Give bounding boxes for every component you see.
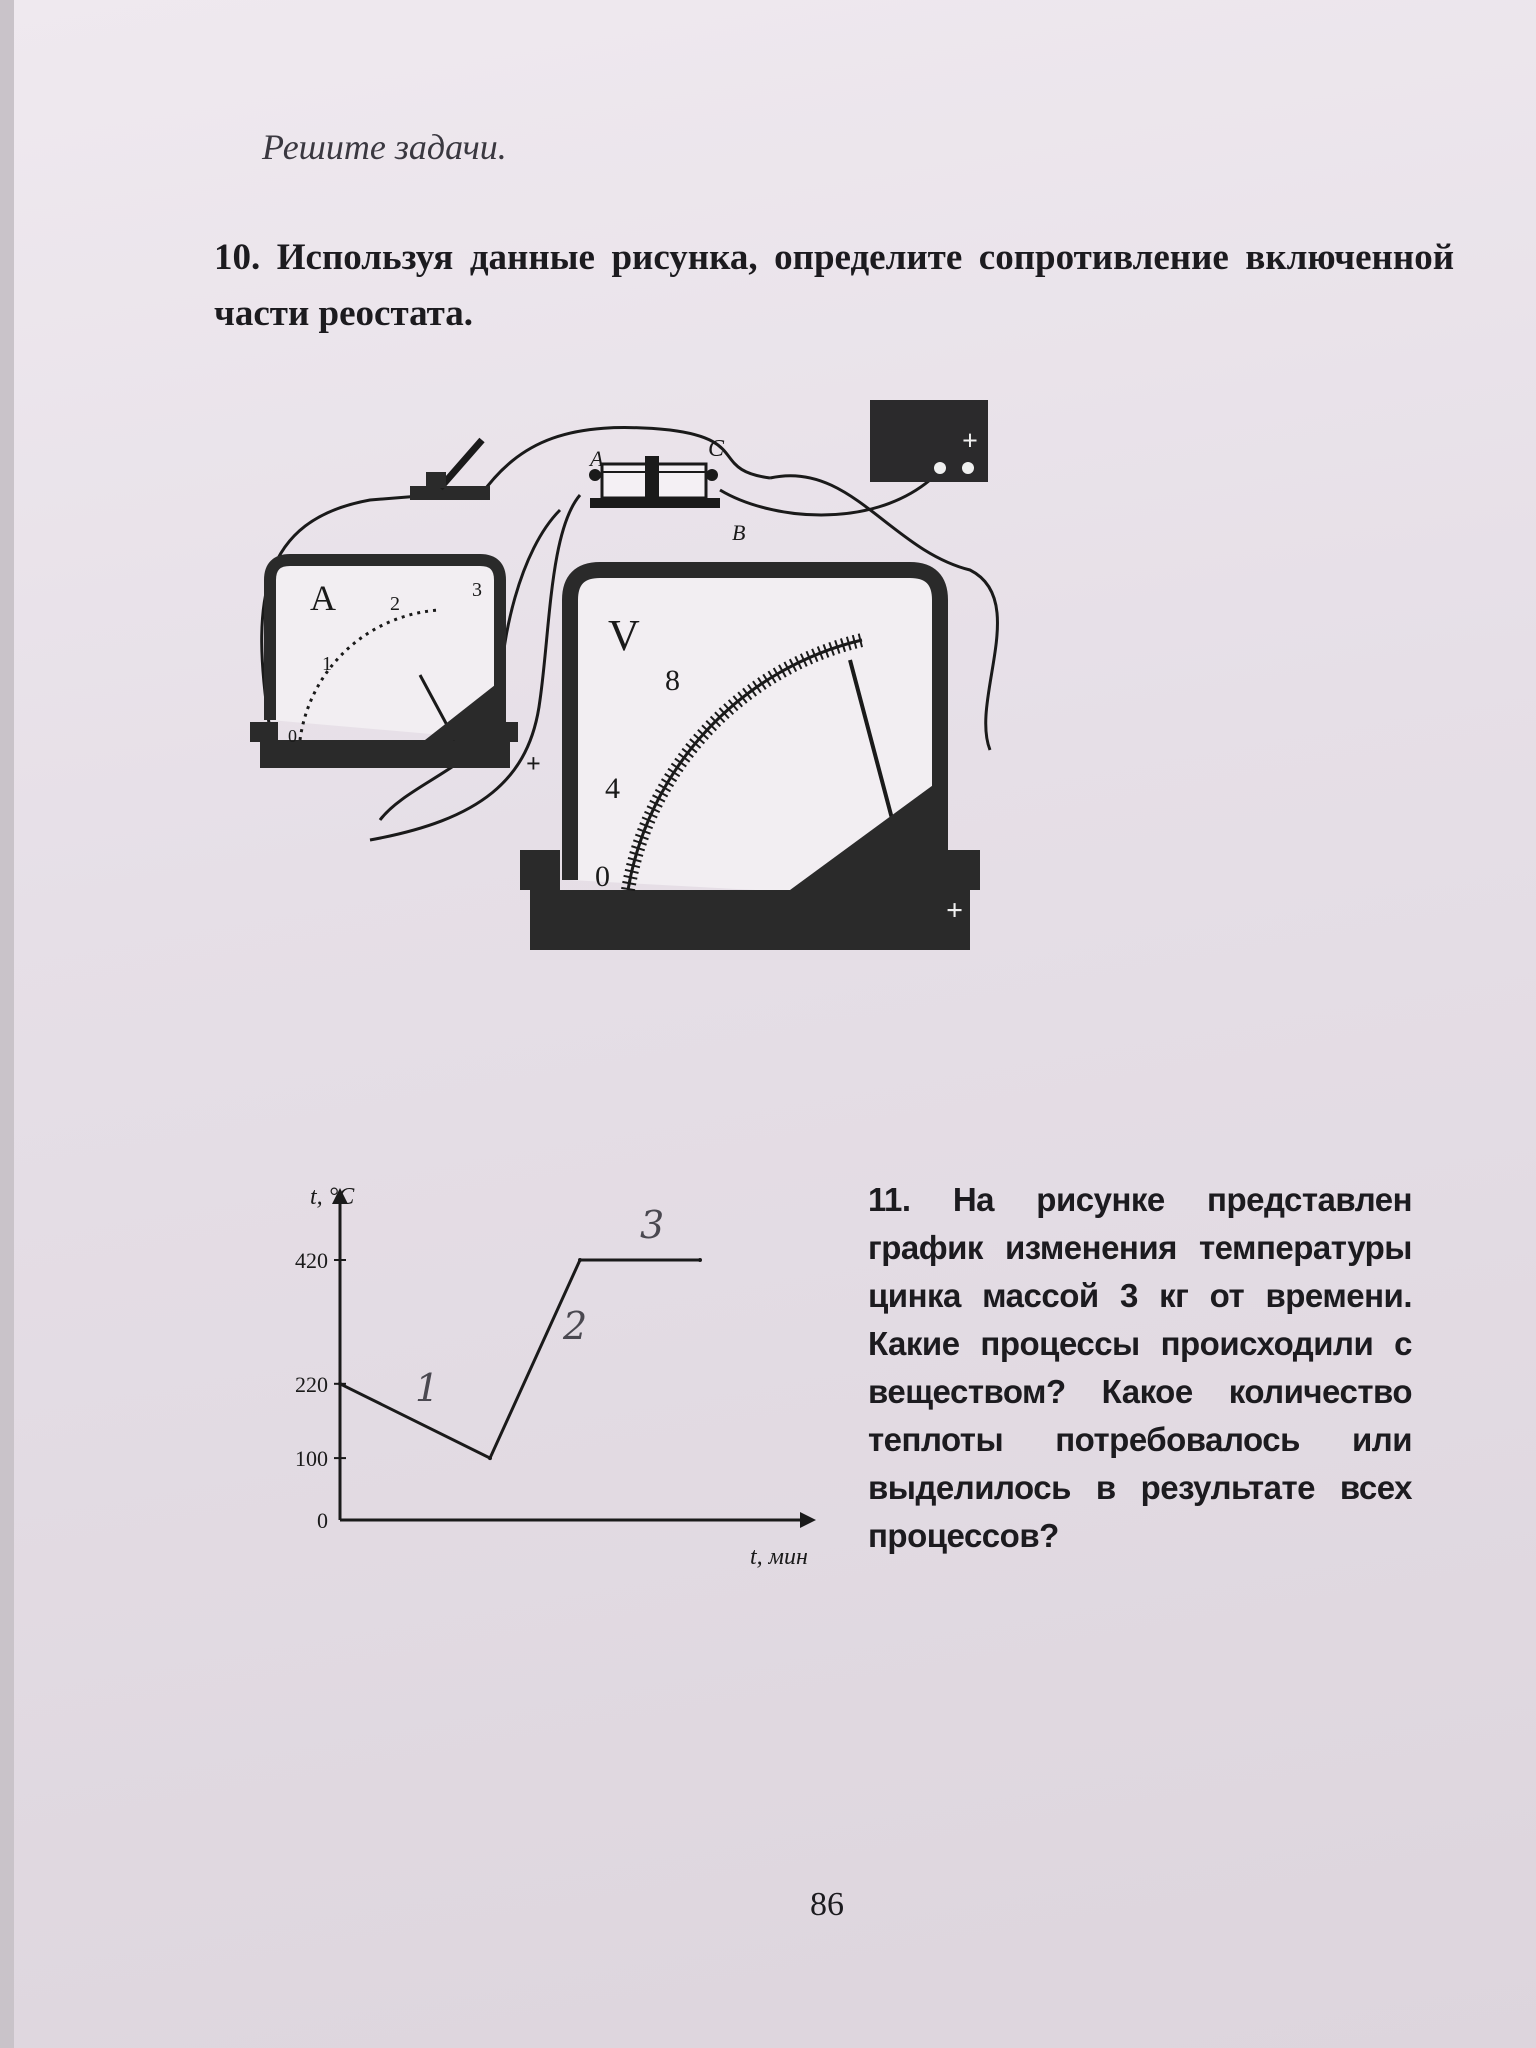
temperature-line xyxy=(340,1260,700,1458)
task-11-text: На рисунке представлен график изменения температуры цинка массой 3 кг от времени. Какие процессы происходили с веществом? Какое количество теплоты потребовалось или выделилось в результате всех процессов? xyxy=(868,1181,1413,1554)
rheostat-terminal-c: C xyxy=(708,436,725,462)
segment-label: 3 xyxy=(640,1203,665,1247)
segment-label: 2 xyxy=(563,1304,588,1349)
circuit-figure xyxy=(250,400,1010,960)
adjacent-page-edge xyxy=(0,0,14,2048)
temperature-chart xyxy=(200,1160,808,1580)
rheostat-terminal-b: B xyxy=(732,520,746,545)
data-point xyxy=(578,1258,582,1262)
segment-label: 1 xyxy=(415,1365,440,1410)
task-10-text: Используя данные рисунка, определите сопротивление включенной части реостата. xyxy=(214,237,1455,334)
task-10-number: 10. xyxy=(214,237,261,278)
rheostat-terminal-a: A xyxy=(590,446,604,471)
voltmeter-symbol: V xyxy=(608,611,640,660)
ammeter xyxy=(250,560,541,778)
voltmeter xyxy=(520,570,980,950)
data-point xyxy=(698,1258,702,1262)
battery xyxy=(870,400,988,482)
page-number: 86 xyxy=(810,1886,844,1923)
y-tick-label: 420 xyxy=(295,1248,328,1273)
data-point xyxy=(338,1382,342,1386)
ammeter-plus-terminal: + xyxy=(526,749,541,778)
ammeter-scale-2: 2 xyxy=(390,593,400,615)
voltmeter-scale-0: 0 xyxy=(595,860,610,893)
battery-plus-sign: + xyxy=(962,426,978,457)
task-10 xyxy=(214,230,1454,342)
y-axis-label: t, °C xyxy=(310,1184,355,1210)
data-point xyxy=(488,1456,492,1460)
y-tick-label: 0 xyxy=(317,1508,328,1533)
voltmeter-scale-2: 4 xyxy=(605,772,620,805)
switch-key xyxy=(410,440,490,500)
y-tick-label: 220 xyxy=(295,1371,328,1397)
x-axis-label: t, мин xyxy=(750,1544,808,1570)
section-heading: Решите задачи. xyxy=(262,127,507,167)
voltmeter-scale-4: 8 xyxy=(665,664,680,697)
voltmeter-plus-terminal: + xyxy=(946,894,964,927)
task-11-number: 11. xyxy=(868,1181,911,1218)
ammeter-scale-0: 0 xyxy=(288,726,297,746)
ammeter-scale-1: 1 xyxy=(322,653,332,675)
task-11 xyxy=(868,1176,1412,1560)
ammeter-symbol: A xyxy=(310,578,336,618)
ammeter-scale-3: 3 xyxy=(472,579,482,601)
y-tick-label: 100 xyxy=(295,1446,328,1472)
